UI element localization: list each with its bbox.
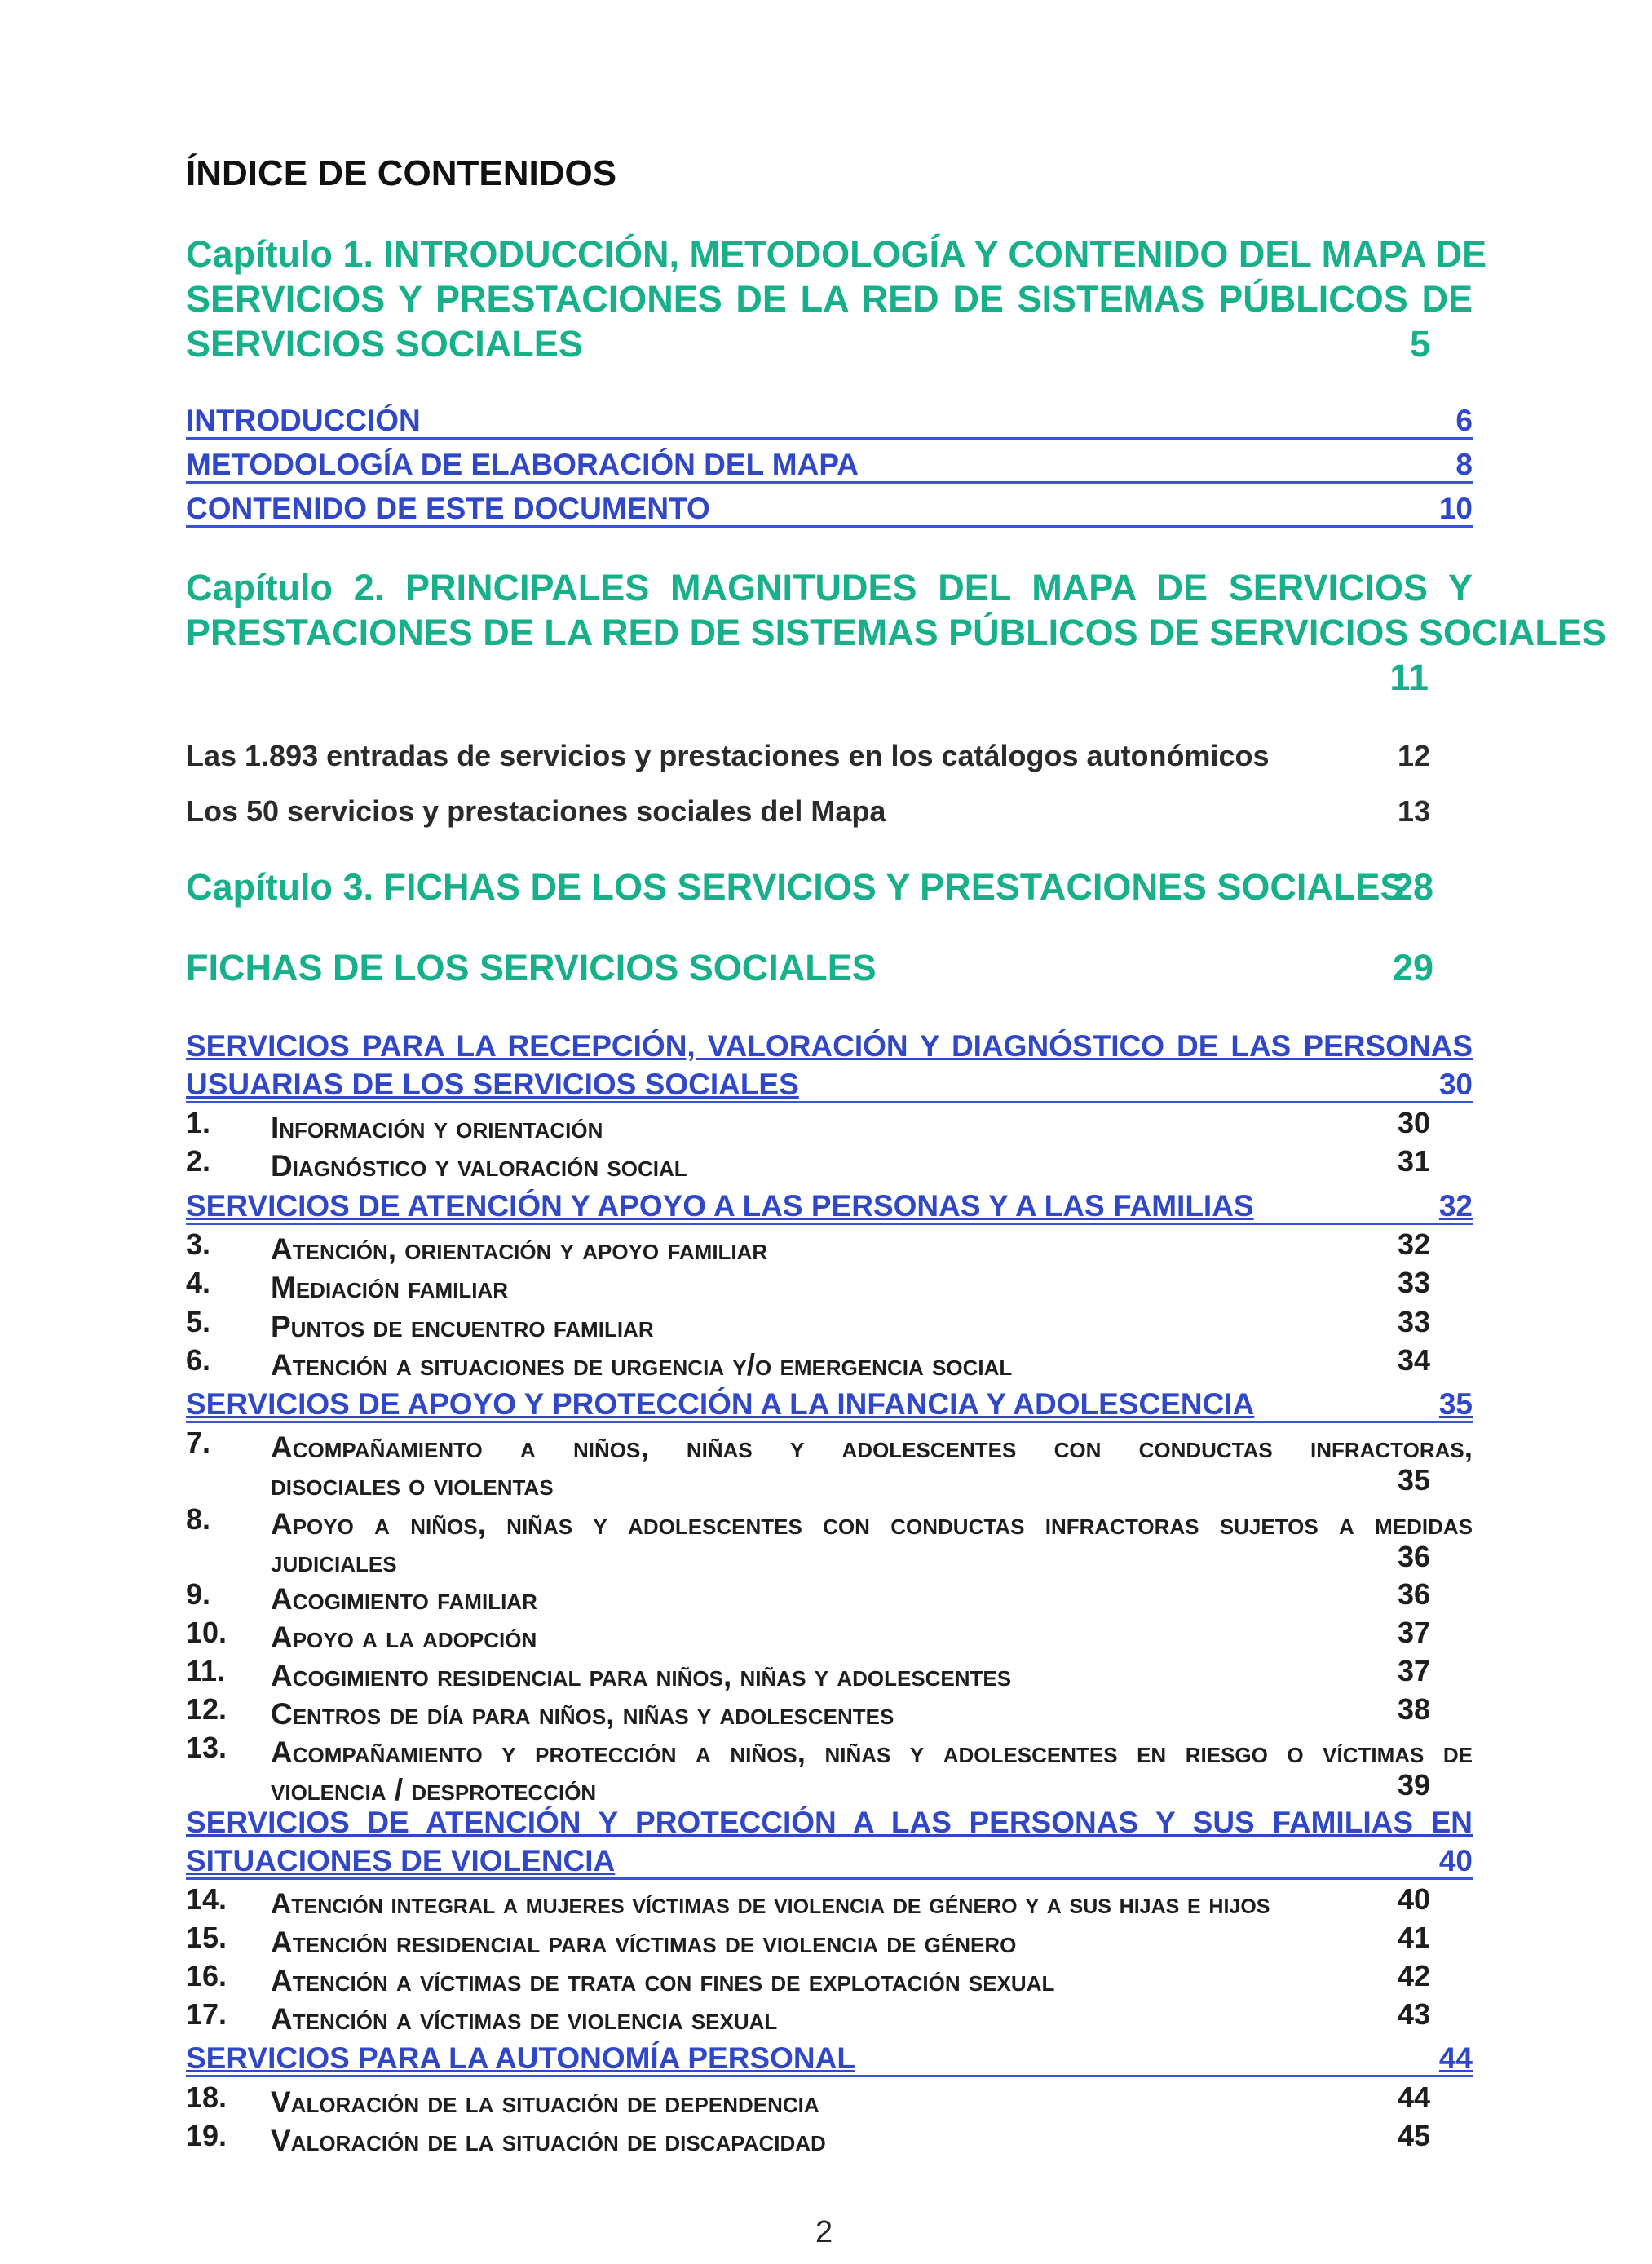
- section-last-line: [186, 1842, 1473, 1880]
- section-line: USUARIAS DE LOS SERVICIOS SOCIALES: [186, 1068, 799, 1101]
- item-7[interactable]: [186, 1426, 1473, 1502]
- item-page: 33: [1398, 1305, 1431, 1338]
- item-page: 34: [1398, 1343, 1431, 1377]
- item-label: Apoyo a la adopción: [271, 1621, 537, 1654]
- chapter-1-line-2: SERVICIOS Y PRESTACIONES DE LA RED DE SISTEMAS PÚBLICOS DE: [186, 278, 1473, 320]
- chapter-2-page: 11: [1389, 657, 1429, 698]
- item-page: 36: [1398, 1577, 1431, 1611]
- section-line: SERVICIOS PARA LA AUTONOMÍA PERSONAL: [186, 2041, 855, 2075]
- link-contenido[interactable]: [186, 491, 1473, 528]
- link-label: INTRODUCCIÓN: [186, 404, 421, 437]
- item-label-cont: judiciales: [271, 1545, 397, 1578]
- item-label: Apoyo a niños, niñas y adolescentes con conductas infractoras sujetos a medidas: [271, 1507, 1473, 1541]
- item-page: 45: [1398, 2119, 1431, 2152]
- item-label: Atención residencial para víctimas de violencia de género: [271, 1926, 1017, 1959]
- item-number: 14.: [186, 1882, 227, 1916]
- entry-servicios-mapa-page: 13: [1398, 794, 1431, 828]
- item-number: 4.: [186, 1266, 211, 1299]
- item-number: 3.: [186, 1227, 211, 1261]
- fichas-heading[interactable]: FICHAS DE LOS SERVICIOS SOCIALES: [186, 947, 877, 988]
- item-label: Atención integral a mujeres víctimas de violencia de género y a sus hijas e hijos: [271, 1888, 1270, 1920]
- chapter-2-line-1: Capítulo 2. PRINCIPALES MAGNITUDES DEL MAPA DE SERVICIOS Y: [186, 567, 1473, 608]
- entry-catalogos-page: 12: [1398, 739, 1431, 772]
- section-page: 32: [1438, 1189, 1473, 1223]
- link-page: 10: [1438, 492, 1473, 525]
- section-line: SERVICIOS DE APOYO Y PROTECCIÓN A LA INFANCIA Y ADOLESCENCIA: [186, 1387, 1255, 1421]
- section-line: SERVICIOS PARA LA RECEPCIÓN, VALORACIÓN Y DIAGNÓSTICO DE LAS PERSONAS: [186, 1029, 1473, 1063]
- chapter-3-page: 28: [1393, 866, 1434, 908]
- section-page: 35: [1438, 1387, 1473, 1421]
- item-page: 39: [1398, 1768, 1431, 1802]
- section-line: SERVICIOS DE ATENCIÓN Y APOYO A LAS PERSONAS Y A LAS FAMILIAS: [186, 1189, 1254, 1223]
- item-page: 44: [1398, 2080, 1431, 2114]
- item-number: 19.: [186, 2119, 227, 2152]
- item-label: Puntos de encuentro familiar: [271, 1310, 654, 1343]
- item-label: Acompañamiento y protección a niños, niñas y adolescentes en riesgo o víctimas de: [271, 1736, 1473, 1769]
- section-page: 40: [1438, 1844, 1473, 1877]
- item-label: Valoración de la situación de dependencia: [271, 2085, 819, 2119]
- item-page: 35: [1398, 1463, 1431, 1497]
- section-line: SERVICIOS DE ATENCIÓN Y PROTECCIÓN A LAS PERSONAS Y SUS FAMILIAS EN: [186, 1806, 1473, 1839]
- item-label-cont: violencia / desprotección: [271, 1773, 597, 1806]
- item-label: Acogimiento familiar: [271, 1582, 537, 1616]
- item-label: Información y orientación: [271, 1111, 603, 1144]
- section-violencia[interactable]: [186, 1803, 1473, 1880]
- item-label: Acogimiento residencial para niños, niñas y adolescentes: [271, 1659, 1012, 1692]
- chapter-3-heading[interactable]: Capítulo 3. FICHAS DE LOS SERVICIOS Y PRESTACIONES SOCIALES: [186, 866, 1405, 908]
- item-number: 2.: [186, 1144, 211, 1178]
- section-line: SITUACIONES DE VIOLENCIA: [186, 1844, 616, 1877]
- item-number: 17.: [186, 1997, 227, 2031]
- page-number: 2: [815, 2215, 833, 2249]
- item-number: 10.: [186, 1616, 227, 1649]
- section-infancia[interactable]: [186, 1385, 1473, 1423]
- chapter-1-page: 5: [1409, 323, 1430, 365]
- item-label: Diagnóstico y valoración social: [271, 1149, 687, 1183]
- item-page: 33: [1398, 1266, 1431, 1299]
- item-number: 16.: [186, 1959, 227, 1992]
- link-page: 8: [1455, 448, 1473, 481]
- link-introduccion[interactable]: [186, 403, 1473, 440]
- item-page: 41: [1398, 1921, 1431, 1954]
- item-page: 40: [1398, 1882, 1431, 1916]
- item-number: 6.: [186, 1343, 211, 1377]
- chapter-1-heading[interactable]: [186, 232, 1487, 366]
- item-page: 36: [1398, 1540, 1431, 1573]
- section-page: 44: [1438, 2041, 1473, 2075]
- link-label: CONTENIDO DE ESTE DOCUMENTO: [186, 492, 710, 525]
- item-label: Mediación familiar: [271, 1271, 508, 1304]
- item-label: Atención a víctimas de violencia sexual: [271, 2002, 778, 2036]
- chapter-1-line-3: SERVICIOS SOCIALES: [186, 323, 583, 365]
- section-autonomia[interactable]: [186, 2039, 1473, 2077]
- item-number: 12.: [186, 1692, 227, 1726]
- item-page: 32: [1398, 1227, 1431, 1261]
- section-page: 30: [1438, 1068, 1473, 1101]
- link-page: 6: [1455, 404, 1473, 437]
- item-number: 1.: [186, 1106, 211, 1139]
- item-label: Acompañamiento a niños, niñas y adolescentes con conductas infractoras,: [271, 1430, 1473, 1464]
- item-page: 31: [1398, 1144, 1431, 1178]
- chapter-2-heading[interactable]: [186, 565, 1606, 700]
- item-number: 18.: [186, 2080, 227, 2114]
- item-label: Atención, orientación y apoyo familiar: [271, 1232, 768, 1266]
- index-title: ÍNDICE DE CONTENIDOS: [186, 153, 617, 193]
- item-number: 5.: [186, 1305, 211, 1338]
- item-number: 13.: [186, 1731, 227, 1764]
- section-last-line: [186, 1065, 1473, 1103]
- item-page: 37: [1398, 1616, 1431, 1649]
- item-label: Valoración de la situación de discapacidad: [271, 2124, 826, 2157]
- item-page: 42: [1398, 1959, 1431, 1992]
- section-recepcion[interactable]: [186, 1027, 1473, 1103]
- entry-servicios-mapa[interactable]: Los 50 servicios y prestaciones sociales del Mapa: [186, 794, 886, 828]
- item-page: 30: [1398, 1106, 1431, 1139]
- chapter-1-line-1: Capítulo 1. INTRODUCCIÓN, METODOLOGÍA Y CONTENIDO DEL MAPA DE: [186, 233, 1487, 275]
- item-number: 9.: [186, 1577, 211, 1611]
- section-familias[interactable]: [186, 1187, 1473, 1225]
- link-metodologia[interactable]: [186, 447, 1473, 484]
- item-label-cont: disociales o violentas: [271, 1468, 554, 1501]
- link-label: METODOLOGÍA DE ELABORACIÓN DEL MAPA: [186, 448, 859, 481]
- item-number: 11.: [186, 1654, 226, 1687]
- chapter-2-line-2: PRESTACIONES DE LA RED DE SISTEMAS PÚBLICOS DE SERVICIOS SOCIALES: [186, 612, 1606, 653]
- item-label: Atención a situaciones de urgencia y/o emergencia social: [271, 1348, 1013, 1382]
- item-13[interactable]: [186, 1731, 1473, 1807]
- item-number: 8.: [186, 1502, 211, 1536]
- entry-catalogos[interactable]: Las 1.893 entradas de servicios y prestaciones en los catálogos autonómicos: [186, 739, 1270, 772]
- item-8[interactable]: [186, 1502, 1473, 1579]
- item-page: 37: [1398, 1654, 1431, 1687]
- item-number: 7.: [186, 1426, 211, 1459]
- item-label: Atención a víctimas de trata con fines de explotación sexual: [271, 1964, 1055, 1997]
- item-label: Centros de día para niños, niñas y adolescentes: [271, 1697, 894, 1731]
- item-page: 38: [1398, 1692, 1431, 1726]
- item-page: 43: [1398, 1997, 1431, 2031]
- item-number: 15.: [186, 1921, 227, 1954]
- fichas-page: 29: [1393, 947, 1434, 988]
